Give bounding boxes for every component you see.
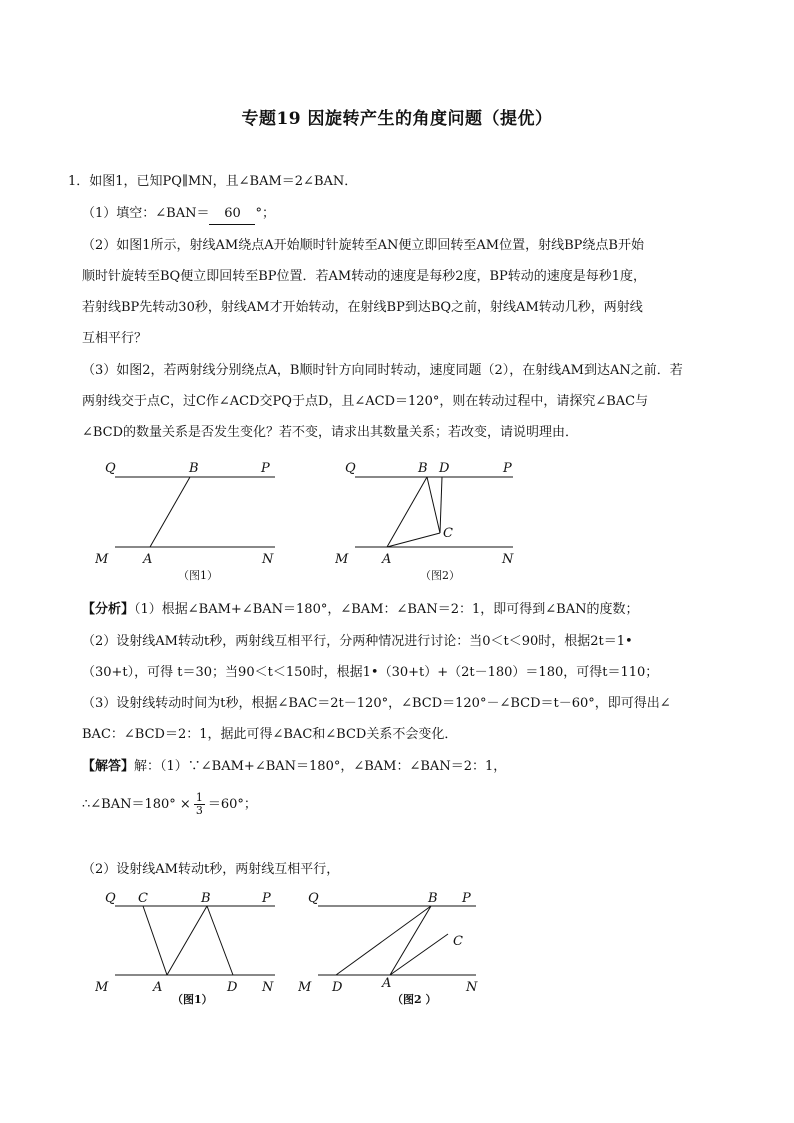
label-q: Q bbox=[308, 891, 319, 906]
figure-bottom-1 bbox=[95, 884, 285, 994]
label-c: C bbox=[138, 891, 148, 906]
solution-line bbox=[82, 757, 506, 777]
label-b: B bbox=[201, 891, 211, 906]
q3-line: （3）如图2，若两射线分别绕点A，B顺时针方向同时转动，速度同题（2），在射线AM到达AN之前．若 bbox=[82, 363, 683, 378]
analysis-text: （1）根据∠BAM+∠BAN＝180°，∠BAM：∠BAN＝2：1，即可得到∠BAN的度数； bbox=[134, 602, 639, 617]
label-p: P bbox=[503, 461, 512, 476]
label-a: A bbox=[153, 980, 163, 994]
figure-caption: （图2 ） bbox=[392, 993, 437, 1006]
segment-bd bbox=[207, 906, 233, 975]
label-n: N bbox=[502, 552, 514, 567]
q2-line: 顺时针旋转至BQ便立即回转至BP位置．若AM转动的速度是每秒2度，BP转动的速度是每秒1度， bbox=[82, 269, 647, 284]
analysis-line: （3）设射线转动时间为t秒，根据∠BAC＝2t－120°，∠BCD＝120°－∠BCD＝t－60°，即可得出∠ bbox=[82, 696, 671, 711]
segment-bc bbox=[427, 477, 440, 533]
label-b: B bbox=[428, 891, 438, 906]
label-q: Q bbox=[345, 461, 356, 476]
label-d: D bbox=[227, 980, 238, 994]
label-b: B bbox=[418, 461, 428, 476]
q2-line: 若射线BP先转动30秒，射线AM才开始转动，在射线BP到达BQ之前，射线AM转动几秒，两射线 bbox=[82, 300, 643, 315]
segment-ab bbox=[167, 906, 207, 975]
question-1 bbox=[82, 204, 275, 225]
solution-text: 解：（1）∵∠BAM+∠BAN＝180°，∠BAM：∠BAN＝2：1， bbox=[134, 759, 507, 774]
analysis-line: （30+t），可得 t＝30；当90＜t＜150时，根据1•（30+t）+（2t－180）＝180，可得t＝110； bbox=[82, 665, 659, 680]
label-n: N bbox=[262, 552, 274, 567]
label-a: A bbox=[143, 552, 153, 567]
label-c: C bbox=[443, 526, 453, 541]
figure-top-1 bbox=[95, 455, 285, 575]
segment-ac bbox=[390, 934, 448, 975]
q1-answer: 60 bbox=[209, 204, 255, 225]
label-q: Q bbox=[105, 461, 116, 476]
segment-db bbox=[336, 906, 431, 975]
label-m: M bbox=[298, 980, 312, 994]
label-b: B bbox=[189, 461, 199, 476]
label-p: P bbox=[462, 891, 471, 906]
analysis-line: （2）设射线AM转动t秒，两射线互相平行，分两种情况进行讨论：当0＜t＜90时，根据2t＝1• bbox=[82, 634, 633, 649]
figure-bottom-2 bbox=[298, 884, 488, 994]
solution-line2-prefix: ∴∠BAN＝180° × bbox=[82, 797, 191, 812]
page-title: 专题19 因旋转产生的角度问题（提优） bbox=[241, 109, 553, 129]
label-n: N bbox=[262, 980, 274, 994]
label-c: C bbox=[453, 934, 463, 949]
q2-line: （2）如图1所示，射线AM绕点A开始顺时针旋转至AN便立即回转至AM位置，射线BP绕点B开始 bbox=[82, 238, 644, 253]
fraction-denominator: 3 bbox=[195, 804, 203, 817]
label-d: D bbox=[332, 980, 343, 994]
q3-line: ∠BCD的数量关系是否发生变化？若不变，请求出其数量关系；若改变，请说明理由． bbox=[82, 425, 579, 440]
label-m: M bbox=[335, 552, 349, 567]
analysis-line bbox=[82, 600, 638, 620]
q1-suffix: °； bbox=[255, 206, 275, 221]
solution-line bbox=[82, 790, 257, 820]
label-p: P bbox=[261, 461, 270, 476]
analysis-line: BAC：∠BCD＝2：1，据此可得∠BAC和∠BCD关系不会变化． bbox=[82, 727, 458, 742]
label-q: Q bbox=[105, 891, 116, 906]
solution-tag: 【解答】 bbox=[82, 759, 135, 774]
segment-ab bbox=[150, 477, 190, 547]
figure-caption: （图1） bbox=[178, 569, 218, 582]
segment-ac bbox=[387, 533, 440, 547]
segment-ca bbox=[143, 906, 167, 975]
segment-ab bbox=[390, 906, 431, 975]
label-a: A bbox=[382, 976, 392, 991]
q1-prefix: （1）填空：∠BAN＝ bbox=[82, 206, 210, 221]
solution-line2-suffix: ＝60°； bbox=[207, 797, 257, 812]
fraction-numerator: 1 bbox=[195, 791, 203, 804]
fraction bbox=[194, 792, 205, 817]
label-a: A bbox=[382, 552, 392, 567]
q3-line: 两射线交于点C，过C作∠ACD交PQ于点D，且∠ACD＝120°，则在转动过程中，请探究∠BAC与 bbox=[82, 394, 649, 409]
label-p: P bbox=[262, 891, 271, 906]
problem-stem: 1．如图1，已知PQ∥MN，且∠BAM＝2∠BAN． bbox=[68, 174, 358, 189]
q2-line: 互相平行？ bbox=[82, 331, 148, 346]
figure-caption: （图2） bbox=[420, 569, 460, 582]
label-m: M bbox=[95, 552, 109, 567]
label-d: D bbox=[439, 461, 450, 476]
analysis-tag: 【分析】 bbox=[82, 602, 135, 617]
figure-caption: （图1） bbox=[172, 993, 213, 1006]
segment-cd bbox=[440, 477, 442, 533]
segment-ab bbox=[387, 477, 427, 547]
figure-top-2 bbox=[335, 455, 525, 575]
label-n: N bbox=[466, 980, 478, 994]
label-m: M bbox=[95, 980, 109, 994]
solution-line: （2）设射线AM转动t秒，两射线互相平行， bbox=[82, 862, 340, 877]
